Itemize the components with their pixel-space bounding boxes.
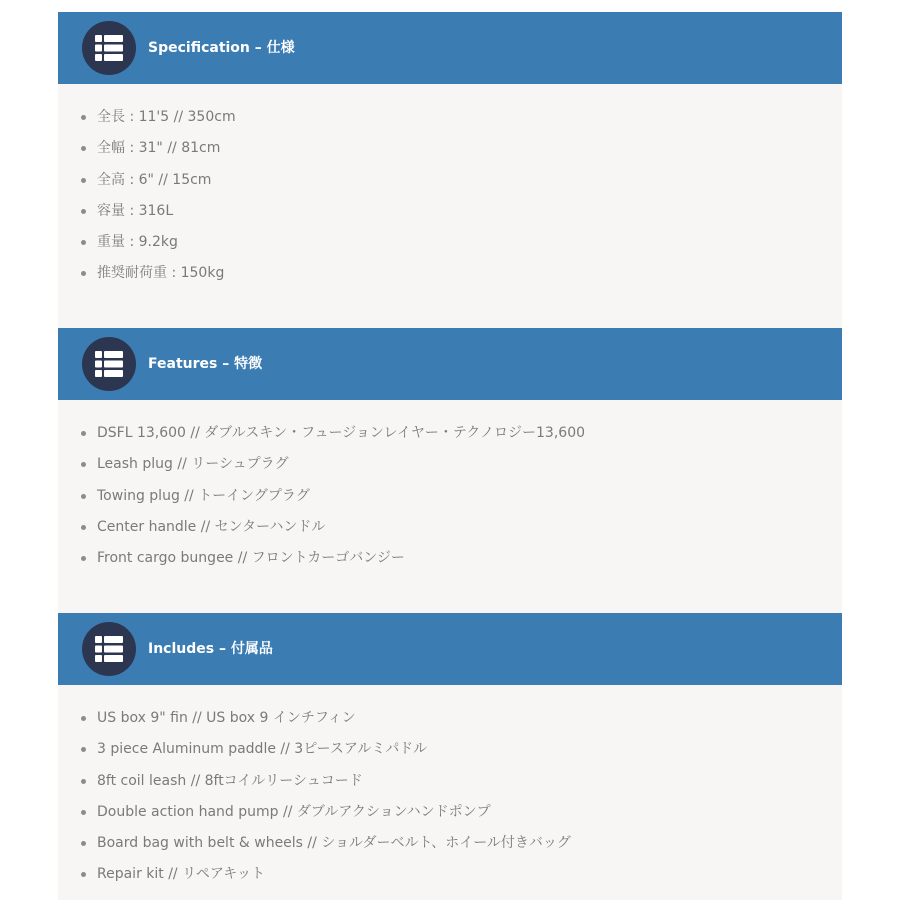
features-list: [58, 400, 842, 574]
section-header: [58, 328, 842, 400]
bullet-icon: [81, 716, 86, 721]
section-title: Features – 特徴: [148, 356, 263, 372]
specification-section: [58, 12, 842, 290]
bullet-icon: [81, 240, 86, 245]
spec-list: [58, 84, 842, 290]
bullet-icon: [81, 779, 86, 784]
list-item: 推奨耐荷重 : 150kg: [58, 258, 842, 289]
list-item: 3 piece Aluminum paddle // 3ピースアルミパドル: [58, 734, 842, 765]
list-icon: [82, 21, 136, 75]
bullet-icon: [81, 115, 86, 120]
list-item: US box 9" fin // US box 9 インチフィン: [58, 703, 842, 734]
features-section: [58, 328, 842, 574]
section-title: Includes – 付属品: [148, 641, 273, 657]
list-item: 8ft coil leash // 8ftコイルリーシュコード: [58, 766, 842, 797]
bullet-icon: [81, 872, 86, 877]
bullet-icon: [81, 462, 86, 467]
list-item: 容量 : 316L: [58, 196, 842, 227]
list-item: 全幅 : 31" // 81cm: [58, 133, 842, 164]
list-item: Double action hand pump // ダブルアクションハンドポンプ: [58, 797, 842, 828]
bullet-icon: [81, 178, 86, 183]
list-item: Front cargo bungee // フロントカーゴバンジー: [58, 543, 842, 574]
list-item: Board bag with belt & wheels // ショルダーベルト、ホイール付きバッグ: [58, 828, 842, 859]
list-icon: [82, 622, 136, 676]
list-item: Towing plug // トーイングプラグ: [58, 481, 842, 512]
product-info-panel: [58, 12, 842, 900]
list-item: DSFL 13,600 // ダブルスキン・フュージョンレイヤー・テクノロジー13,600: [58, 418, 842, 449]
list-item: 全高 : 6" // 15cm: [58, 165, 842, 196]
list-icon: [82, 337, 136, 391]
bullet-icon: [81, 146, 86, 151]
includes-list: [58, 685, 842, 891]
section-header: [58, 12, 842, 84]
section-title: Specification – 仕様: [148, 40, 295, 56]
bullet-icon: [81, 841, 86, 846]
section-header: [58, 613, 842, 685]
bullet-icon: [81, 556, 86, 561]
bullet-icon: [81, 525, 86, 530]
includes-section: [58, 613, 842, 891]
bullet-icon: [81, 810, 86, 815]
list-item: Repair kit // リペアキット: [58, 859, 842, 890]
list-item: 全長 : 11'5 // 350cm: [58, 102, 842, 133]
list-item: Leash plug // リーシュプラグ: [58, 449, 842, 480]
bullet-icon: [81, 494, 86, 499]
list-item: Center handle // センターハンドル: [58, 512, 842, 543]
list-item: 重量 : 9.2kg: [58, 227, 842, 258]
bullet-icon: [81, 271, 86, 276]
bullet-icon: [81, 209, 86, 214]
bullet-icon: [81, 747, 86, 752]
bullet-icon: [81, 431, 86, 436]
